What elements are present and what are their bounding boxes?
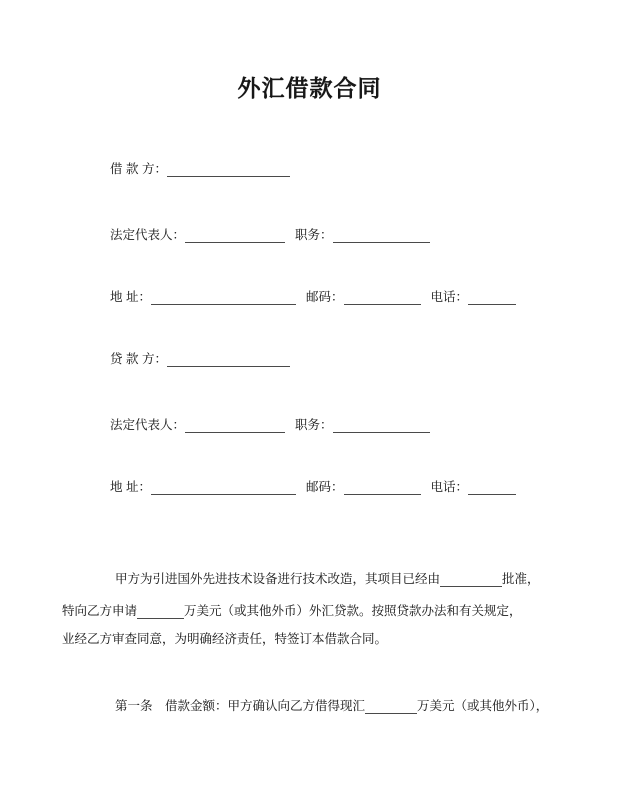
postcode-label: 邮码： [305,290,344,304]
postcode-blank-line [344,480,421,495]
postcode-label: 邮码： [305,480,344,494]
address-blank-line [151,290,296,305]
form-row-borrower-representative [110,226,430,244]
document-title: 外汇借款合同 [237,75,382,101]
address-label: 地 址： [110,290,151,304]
legal-representative-label: 法定代表人： [110,228,186,242]
loan-request-amount-blank-line [137,604,184,619]
preamble-text: 批准， [502,572,540,586]
form-row-borrower-address [110,288,516,306]
address-label: 地 址： [110,480,151,494]
position-label: 职务： [295,418,333,432]
preamble-line-2 [62,602,522,620]
article-1-text: 万美元（或其他外币）， [417,699,549,713]
address-blank-line [151,480,296,495]
legal-representative-label: 法定代表人： [110,418,186,432]
preamble-text: 业经乙方审查同意，为明确经济责任，特签订本借款合同。 [62,632,388,646]
approval-authority-blank-line [440,572,502,587]
lender-label: 贷 款 方： [110,352,167,366]
form-row-lender-representative [110,416,430,434]
lender-blank-line [167,352,290,367]
article-1-text: 第一条 借款金额：甲方确认向乙方借得现汇 [115,699,366,713]
form-row-lender-address [110,478,516,496]
preamble-line-1 [62,570,540,588]
preamble-line-3 [62,630,387,648]
loan-amount-blank-line [365,699,417,714]
preamble-text: 甲方为引进国外先进技术设备进行技术改造，其项目已经由 [115,572,441,586]
article-1-line [62,697,548,715]
phone-blank-line [468,290,516,305]
form-row-lender [110,350,290,368]
postcode-blank-line [344,290,421,305]
legal-representative-blank-line [185,418,285,433]
position-blank-line [333,228,430,243]
borrower-label: 借 款 方： [110,162,167,176]
legal-representative-blank-line [185,228,285,243]
phone-label: 电话： [430,480,469,494]
preamble-text: 万美元（或其他外币）外汇贷款。按照贷款办法和有关规定， [184,604,522,618]
phone-blank-line [468,480,516,495]
position-label: 职务： [295,228,333,242]
phone-label: 电话： [430,290,469,304]
position-blank-line [333,418,430,433]
preamble-text: 特向乙方申请 [62,604,138,618]
borrower-blank-line [167,162,290,177]
form-row-borrower [110,160,290,178]
